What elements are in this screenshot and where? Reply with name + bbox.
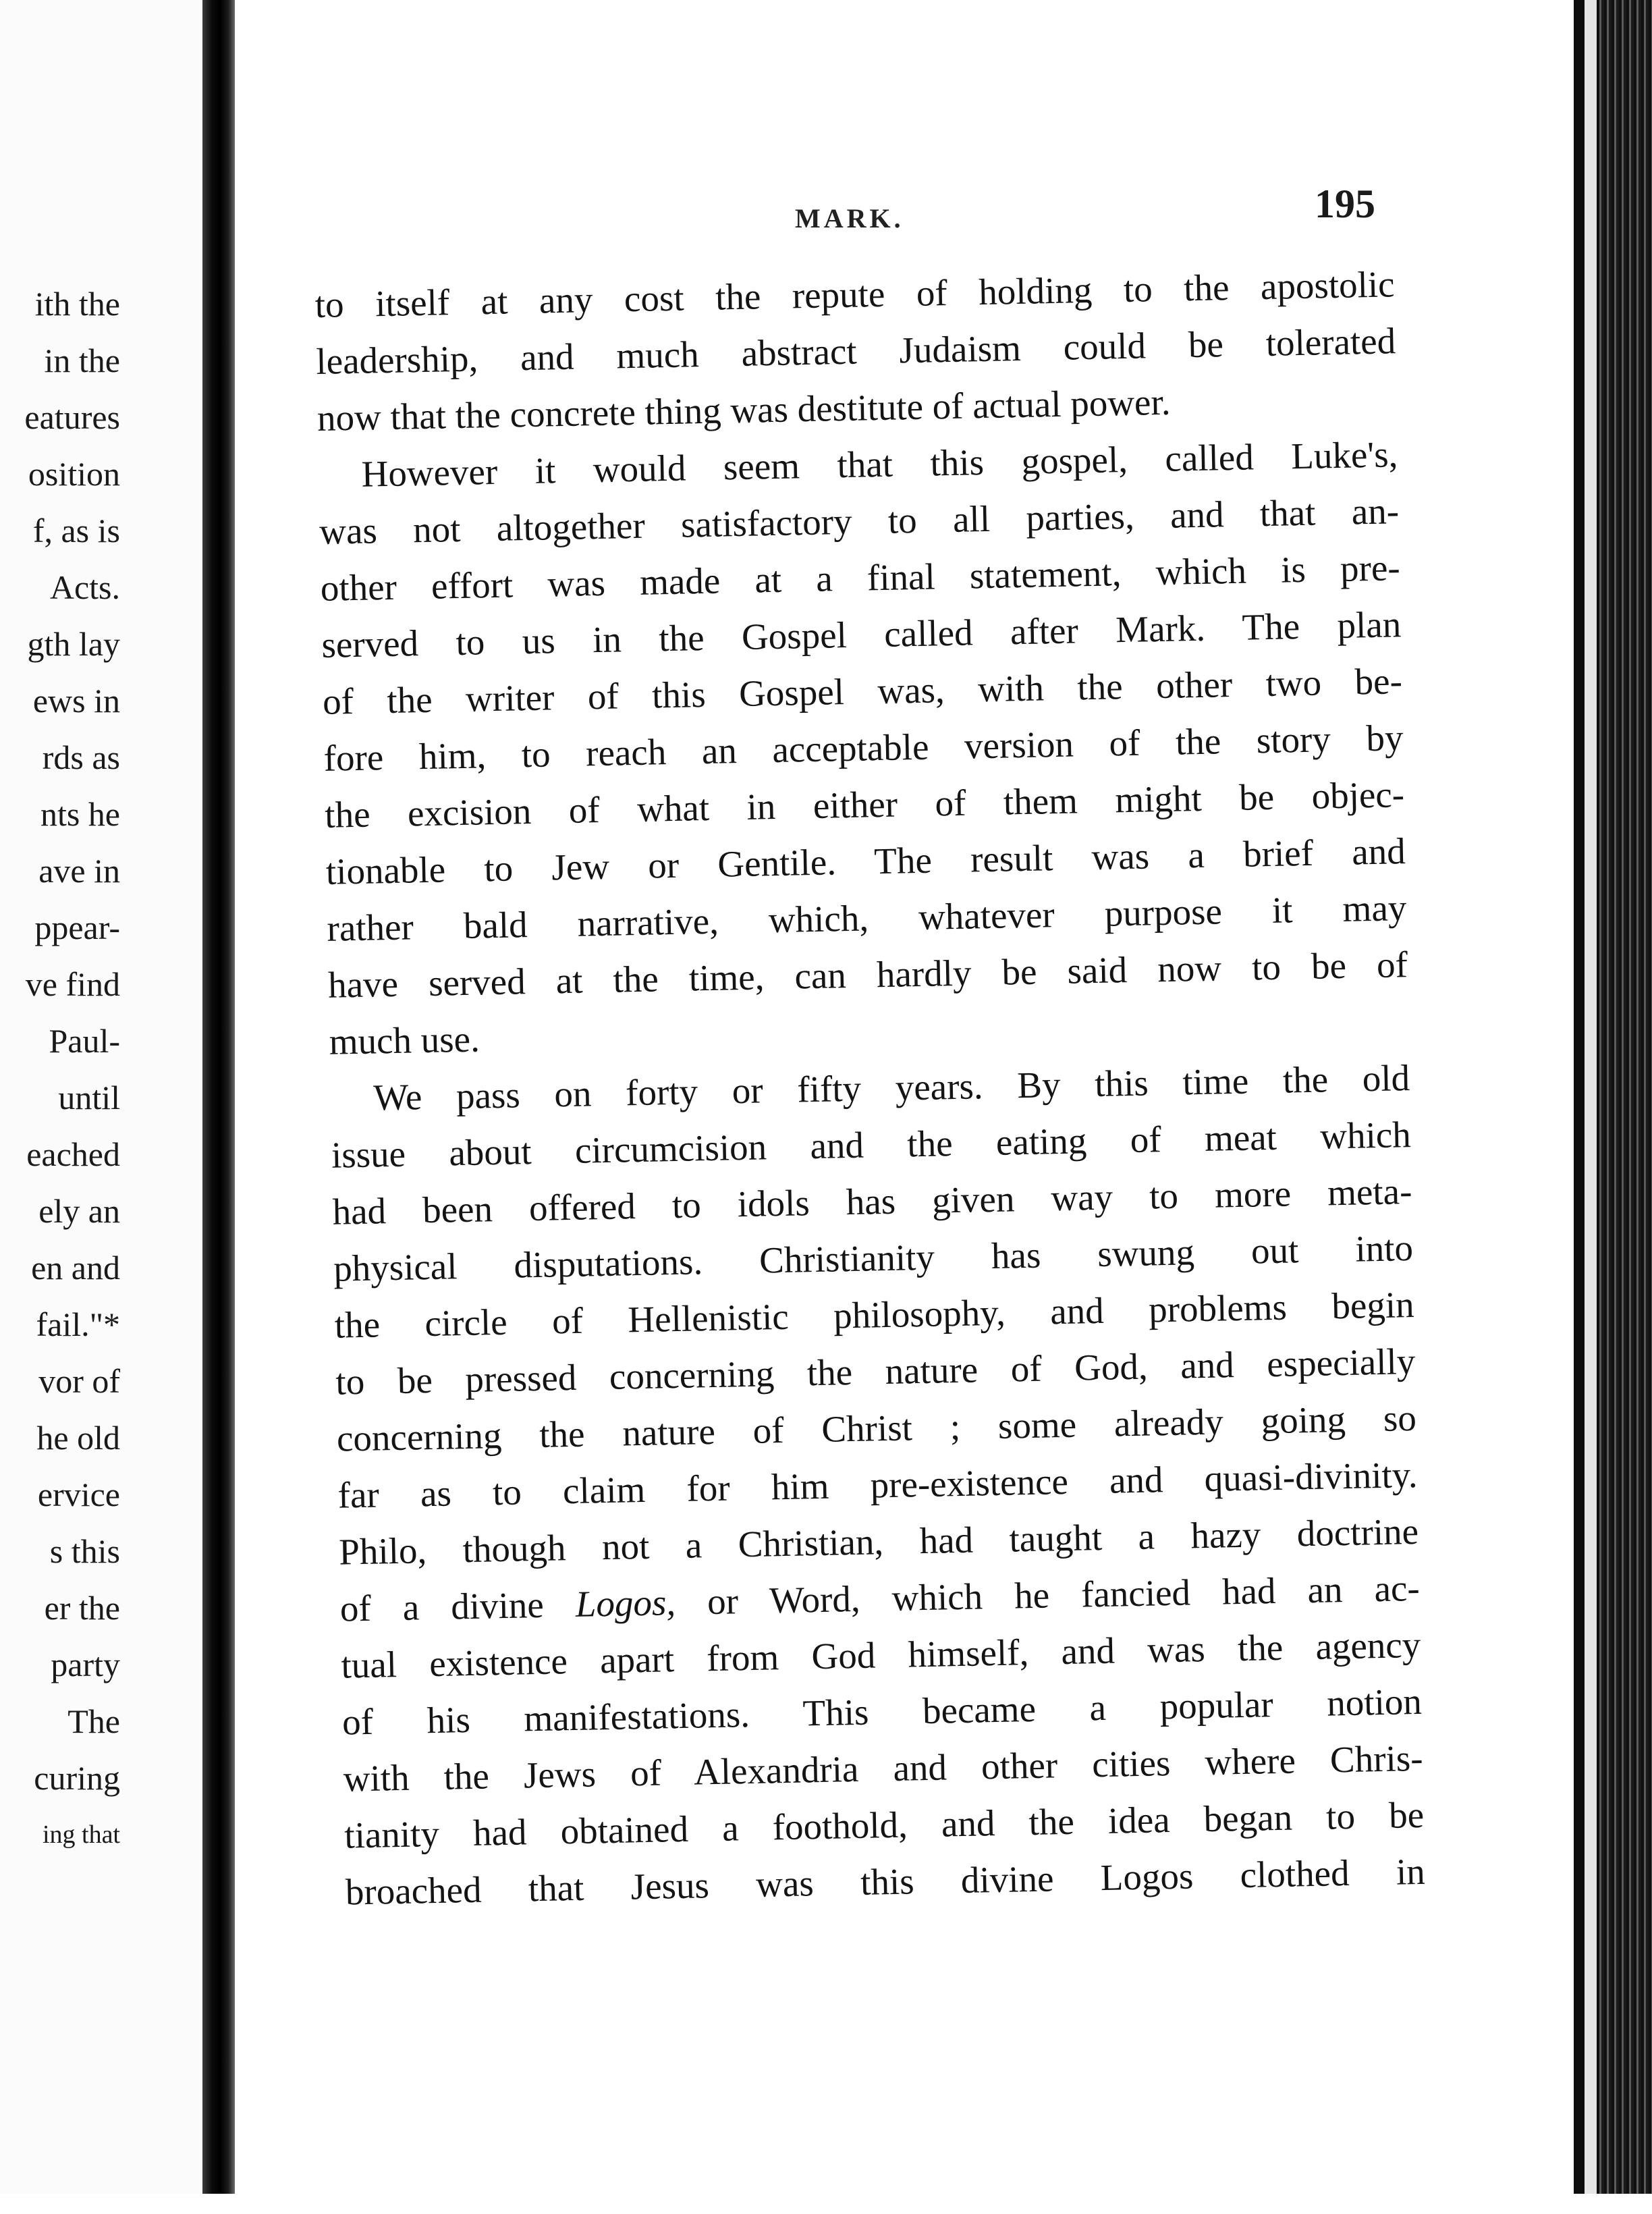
left-fragment: en and	[31, 1249, 120, 1287]
text-line: concerning the nature of Christ ; some already going so	[336, 1397, 1417, 1459]
text-line: far as to claim for him pre-existence and quasi-divinity.	[337, 1453, 1418, 1516]
left-fragment: ve find	[25, 965, 120, 1003]
left-fragment: Acts.	[49, 568, 120, 606]
left-fragment: The	[67, 1702, 120, 1740]
text-line: Philo, though not a Christian, had taught a hazy doctrine	[338, 1510, 1419, 1573]
left-fragment: curing	[34, 1759, 120, 1797]
left-fragment: vor of	[38, 1362, 120, 1400]
text-line: tual existence apart from God himself, and was the agency	[340, 1623, 1421, 1686]
left-fragment: ith the	[34, 285, 120, 323]
left-fragment: er the	[44, 1589, 120, 1627]
text-line: the excision of what in either of them might be objec-	[324, 774, 1405, 836]
left-fragment: eached	[26, 1135, 120, 1173]
left-fragment: ews in	[32, 682, 120, 720]
body-text	[314, 256, 1425, 1920]
left-fragment: ppear-	[34, 909, 120, 946]
logos-line-after: or Word, which he fancied had an ac-	[675, 1567, 1421, 1623]
left-fragment: party	[51, 1646, 120, 1683]
running-head: MARK.	[795, 203, 904, 234]
logos-line-before: of a divine	[339, 1583, 576, 1629]
text-line: of his manifestations. This became a popular notion	[341, 1680, 1423, 1743]
left-page-line-fragments	[0, 275, 120, 1863]
text-line: now that the concrete thing was destitute of actual power.	[316, 381, 1171, 439]
text-line: rather bald narrative, which, whatever purpose it may	[326, 887, 1407, 949]
text-line: We pass on forty or fifty years. By this time the old	[373, 1057, 1410, 1118]
left-fragment: rds as	[42, 738, 120, 776]
page-number: 195	[1315, 182, 1375, 226]
left-fragment: ave in	[38, 852, 120, 890]
text-line: issue about circumcision and the eating of meat which	[331, 1114, 1412, 1176]
text-line: served to us in the Gospel called after Mark. The plan	[321, 603, 1402, 666]
logos-italic-word: Logos,	[575, 1582, 676, 1625]
text-line: have served at the time, can hardly be said now to be of	[327, 944, 1408, 1006]
right-page	[235, 0, 1574, 2214]
text-line: However it would seem that this gospel, called Luke's,	[361, 433, 1398, 495]
left-fragment: he old	[36, 1419, 120, 1457]
left-fragment: f, as is	[32, 512, 120, 549]
text-line: to be pressed concerning the nature of God, and especially	[335, 1340, 1416, 1403]
left-fragment: gth lay	[27, 625, 120, 663]
page-edge-shadow	[1574, 0, 1585, 2214]
text-line: physical disputations. Christianity has swung out into	[333, 1227, 1414, 1289]
left-fragment: ely an	[38, 1192, 120, 1230]
left-fragment: ervice	[37, 1476, 120, 1513]
left-fragment: nts he	[40, 795, 120, 833]
book-gutter	[202, 0, 235, 2214]
text-line: broached that Jesus was this divine Logos clothed in	[345, 1850, 1426, 1913]
left-fragment: fail."*	[36, 1305, 120, 1343]
left-fragment: until	[58, 1079, 120, 1116]
left-fragment: osition	[28, 455, 120, 493]
text-line: was not altogether satisfactory to all parties, and that an-	[319, 490, 1400, 552]
text-line: much use.	[329, 1018, 480, 1062]
left-facing-page	[0, 0, 202, 2214]
text-line: of the writer of this Gospel was, with the other two be-	[322, 660, 1403, 722]
left-fragment: in the	[44, 342, 120, 379]
text-line: the circle of Hellenistic philosophy, and problems begin	[334, 1284, 1415, 1346]
text-line: had been offered to idols has given way to more meta-	[332, 1170, 1412, 1233]
book-fore-edge	[1597, 0, 1652, 2214]
page-edge-paper	[1585, 0, 1597, 2214]
text-line: to itself at any cost the repute of holding to the apostolic	[314, 263, 1396, 325]
left-fragment: Paul-	[49, 1022, 120, 1060]
text-line: leadership, and much abstract Judaism could be tolerated	[315, 320, 1396, 382]
text-line: with the Jews of Alexandria and other cities where Chris-	[343, 1737, 1424, 1800]
left-footnote-fragment: ing that	[42, 1820, 120, 1849]
left-fragment: eatures	[24, 398, 120, 436]
text-line: tionable to Jew or Gentile. The result was a brief and	[325, 830, 1406, 892]
text-line: other effort was made at a final statement, which is pre-	[320, 547, 1401, 609]
scan-bottom-margin	[0, 2194, 1652, 2214]
text-line: tianity had obtained a foothold, and the idea began to be	[343, 1793, 1425, 1856]
text-line: fore him, to reach an acceptable version of the story by	[323, 717, 1404, 779]
left-fragment: s this	[49, 1532, 120, 1570]
